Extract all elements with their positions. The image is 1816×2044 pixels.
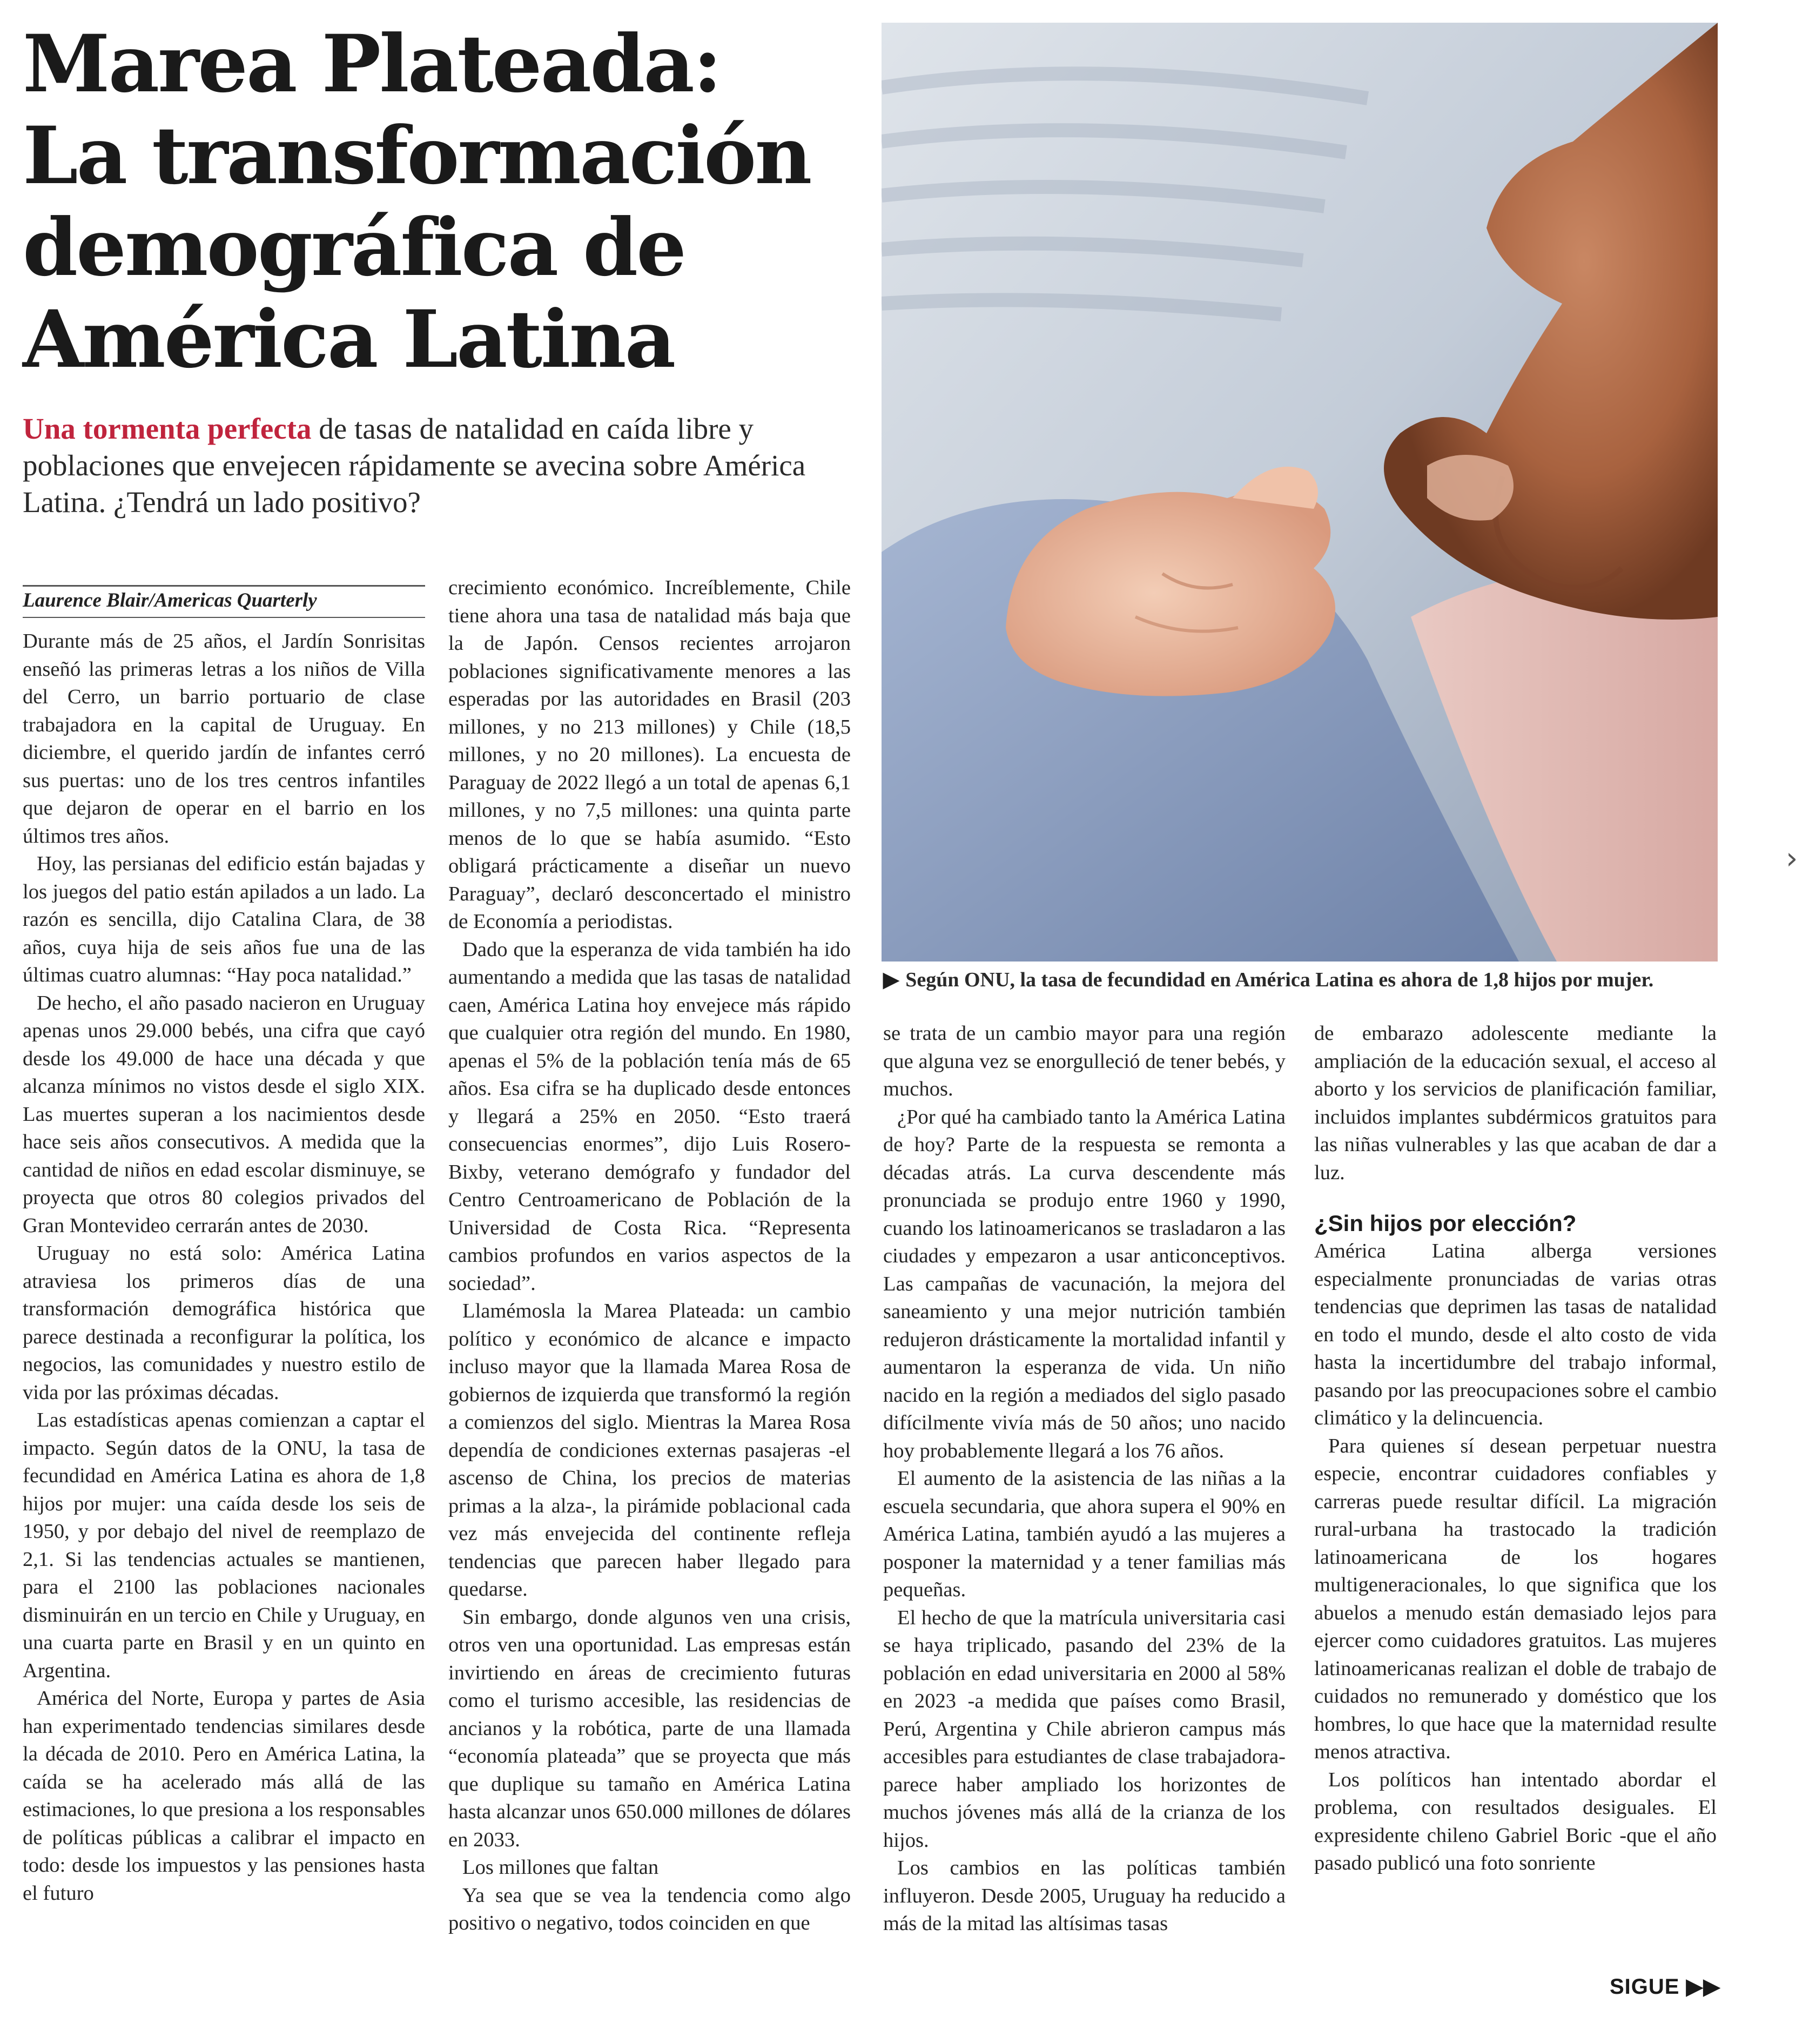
paragraph: Para quienes sí desean perpetuar nuestra especie, encontrar cuidadores confiables y carreras puede resultar difícil. La migración rural-urbana ha trastocado la tradición latinoamericana de los hogares multigeneracionales, lo que significa que los abuelos a menudo están demasiado lejos para ejercer como cuidadores gratuitos. Las mujeres latinoamericanas realizan el doble de trabajo de cuidados no remunerado y doméstico que los hombres, lo que hace que la maternidad resulte menos atractiva. [1314, 1434, 1717, 1763]
paragraph: El hecho de que la matrícula universitaria casi se haya triplicado, pasando del 23% de la población en edad universitaria en 2000 al 58% en 2023 -a medida que países como Brasil, Perú, Argentina y Chile abrieron campus más accesibles para estudiantes de clase trabajadora- parece haber ampliado los horizontes de muchos jóvenes más allá de la crianza de los hijos. [883, 1606, 1286, 1852]
byline: Laurence Blair/Americas Quarterly [23, 589, 317, 611]
chevron-right-icon[interactable]: › [1786, 841, 1798, 876]
article-column-2 [448, 574, 851, 2011]
caption-marker-icon: ▶ [883, 969, 899, 991]
baby-hand-photo [882, 23, 1718, 962]
paragraph: Llamémosla la Marea Plateada: un cambio político y económico de alcance e impacto incluso mayor que la llamada Marea Rosa de gobiernos de izquierda que transformó la región a comienzos del siglo. Mientras la Marea Rosa dependía de condiciones externas pasajeras -el ascenso de China, los precios de materias primas a la alza-, la pirámide poblacional cada vez más envejecida del continente refleja tendencias que parecen haber llegado para quedarse. [448, 1300, 851, 1601]
article-column-1 [23, 628, 425, 2011]
headline-line: La transformación [23, 110, 811, 202]
paragraph: América Latina alberga versiones especialmente pronunciadas de varias otras tendencias que deprimen las tasas de natalidad en todo el mundo, desde el alto costo de vida hasta la incertidumbre del trabajo informal, pasando por las preocupaciones sobre el cambio climático y la delincuencia. [1314, 1240, 1717, 1429]
subheading: Los millones que faltan [462, 1856, 659, 1879]
headline-line: América Latina [23, 293, 675, 386]
paragraph: ¿Por qué ha cambiado tanto la América Latina de hoy? Parte de la respuesta se remonta a décadas atrás. La curva descendente más pronunciada se produjo entre 1960 y 1990, cuando los latinoamericanos se trasladaron a las ciudades y empezaron a usar anticonceptivos. Las campañas de vacunación, la mejora del saneamiento y una mejor nutrición también redujeron drásticamente la mortalidad infantil y aumentaron la esperanza de vida. Un niño nacido en la región a mediados del siglo pasado difícilmente vivía más de 50 años; uno nacido hoy probablemente llegará a los 76 años. [883, 1105, 1286, 1462]
paragraph: Los cambios en las políticas también influyeron. Desde 2005, Uruguay ha reducido a más de la mitad las altísimas tasas [883, 1857, 1286, 1935]
caption-text: Según ONU, la tasa de fecundidad en América Latina es ahora de 1,8 hijos por mujer. [905, 969, 1654, 991]
paragraph: El aumento de la asistencia de las niñas a la escuela secundaria, que ahora supera el 90% en América Latina, también ayudó a las mujeres a posponer la maternidad y a tener familias más pequeñas. [883, 1467, 1286, 1601]
article-column-4 [1314, 1020, 1717, 1938]
paragraph: Hoy, las persianas del edificio están bajadas y los juegos del patio están apilados a un lado. La razón es sencilla, dijo Catalina Clara, de 38 años, cuya hija de seis años fue una de las últimas cuatro alumnas: “Hay poca natalidad.” [23, 852, 425, 986]
paragraph: Ya sea que se vea la tendencia como algo positivo o negativo, todos coinciden en que [448, 1884, 851, 1934]
paragraph: crecimiento económico. Increíblemente, Chile tiene ahora una tasa de natalidad más baja que la de Japón. Censos recientes arrojaron poblaciones significativamente menores a las esperadas por las autoridades en Brasil (203 millones, y no 213 millones) y Chile (18,5 millones, y no 20 millones). La encuesta de Paraguay de 2022 llegó a un total de apenas 6,1 millones, y no 7,5 millones: una quinta parte menos de lo que se había asumido. “Esto obligará prácticamente a diseñar un nuevo Paraguay”, declaró desconcertado el ministro de Economía a periodistas. [448, 576, 851, 933]
paragraph: Los políticos han intentado abordar el problema, con resultados desiguales. El expresidente chileno Gabriel Boric -que el año pasado publicó una foto sonriente [1314, 1768, 1717, 1874]
section-heading: ¿Sin hijos por elección? [1314, 1211, 1577, 1236]
deck-text: de tasas de natalidad en caída libre y poblaciones que envejecen rápidamente se avecina sobre América Latina. ¿Tendrá un lado positivo? [23, 412, 806, 519]
paragraph: Las estadísticas apenas comienzan a captar el impacto. Según datos de la ONU, la tasa de fecundidad en América Latina es ahora de 1,8 hijos por mujer: una caída desde los seis de 1950, y por debajo del nivel de reemplazo de 2,1. Si las tendencias actuales se mantienen, para el 2100 las poblaciones nacionales disminuirán en un tercio en Chile y Uruguay, en una cuarta parte en Brasil y en un quinto en Argentina. [23, 1409, 425, 1682]
deck-lead: Una tormenta perfecta [23, 412, 312, 445]
article-column-3 [883, 1020, 1286, 2011]
headline-line: Marea Plateada: [23, 18, 721, 110]
paragraph: De hecho, el año pasado nacieron en Uruguay apenas unos 29.000 bebés, una cifra que cayó desde los 49.000 de hace una década y que alcanza mínimos no vistos desde el siglo XIX. Las muertes superan a los nacimientos desde hace seis años consecutivos. A medida que la cantidad de niños en edad escolar disminuye, se proyecta que otros 80 colegios privados del Gran Montevideo cerrarán antes de 2030. [23, 991, 425, 1237]
paragraph: de embarazo adolescente mediante la ampliación de la educación sexual, el acceso al aborto y los servicios de planificación familiar, incluidos implantes subdérmicos gratuitos para las niñas vulnerables y las que acaban de dar a luz. [1314, 1022, 1717, 1184]
paragraph: Sin embargo, donde algunos ven una crisis, otros ven una oportunidad. Las empresas están invirtiendo en áreas de crecimiento futuras como el turismo accesible, las residencias de ancianos y la robótica, parte de una llamada “economía plateada” que se proyecta que más que duplique su tamaño en América Latina hasta alcanzar unos 650.000 millones de dólares en 2033. [448, 1605, 851, 1851]
byline-rule-top [23, 585, 425, 587]
paragraph: Dado que la esperanza de vida también ha ido aumentando a medida que las tasas de natalidad caen, América Latina hoy envejece más rápido que cualquier otra región del mundo. En 1980, apenas el 5% de la población tenía más de 65 años. Esa cifra se ha duplicado desde entonces y llegará a 25% en 2050. “Esto traerá consecuencias enormes”, dijo Luis Rosero-Bixby, veterano demógrafo y fundador del Centro Centroamericano de Población de la Universidad de Costa Rica. “Representa cambios profundos en varios aspectos de la sociedad”. [448, 938, 851, 1295]
byline-rule-bottom [23, 617, 425, 618]
continue-label: SIGUE ▶▶ [1610, 1975, 1721, 1999]
photo-caption [883, 967, 1726, 993]
headline [23, 18, 844, 386]
paragraph: América del Norte, Europa y partes de Asia han experimentado tendencias similares desde la década de 2010. Pero en América Latina, la caída se ha acelerado más allá de las estimaciones, lo que presiona a los responsables de políticas públicas a calibrar el impacto en todo: desde los impuestos y las pensiones hasta el futuro [23, 1687, 425, 1905]
deck [23, 411, 865, 521]
headline-line: demográfica de [23, 201, 685, 294]
paragraph: Durante más de 25 años, el Jardín Sonrisitas enseñó las primeras letras a los niños de Villa del Cerro, un barrio portuario de clase trabajadora en la capital de Uruguay. En diciembre, el querido jardín de infantes cerró sus puertas: uno de los tres centros infantiles que dejaron de operar en el barrio en los últimos tres años. [23, 630, 425, 848]
paragraph: Uruguay no está solo: América Latina atraviesa los primeros días de una transformación demográfica histórica que parece destinada a reconfigurar la política, los negocios, las comunidades y nuestro estilo de vida por las próximas décadas. [23, 1242, 425, 1404]
paragraph: se trata de un cambio mayor para una región que alguna vez se enorgulleció de tener bebés, y muchos. [883, 1022, 1286, 1100]
